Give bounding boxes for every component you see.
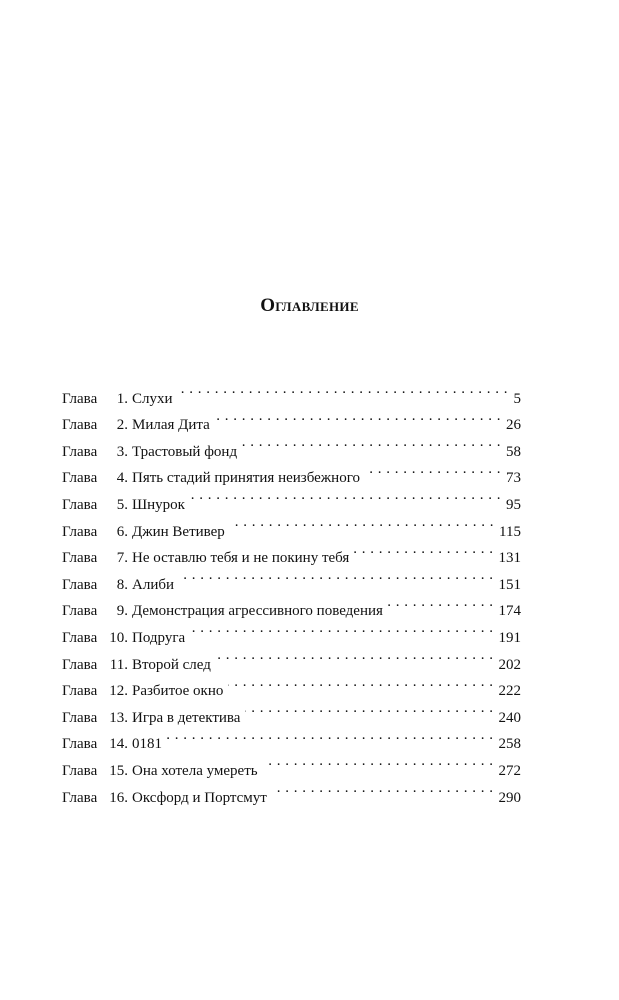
chapter-title: Демонстрация агрессивного поведения [132, 603, 383, 620]
dot-leader [178, 376, 508, 403]
chapter-number: 16. [109, 789, 128, 806]
dot-leader [272, 775, 494, 802]
page-number: 191 [498, 629, 521, 646]
chapter-title: Она хотела умереть [132, 762, 258, 779]
chapter-word: Глава [62, 656, 98, 673]
chapter-word: Глава [62, 789, 98, 806]
chapter-number: 7. [116, 550, 128, 567]
dot-leader [365, 456, 501, 483]
toc-entry [62, 376, 521, 407]
page-title: Оглавление [260, 295, 359, 316]
page-number: 131 [498, 550, 521, 567]
chapter-number: 8. [116, 576, 128, 593]
page-number: 26 [506, 417, 521, 434]
dot-leader [242, 429, 501, 456]
chapter-word: Глава [62, 470, 98, 487]
page-number: 151 [498, 576, 521, 593]
chapter-number: 9. [116, 603, 128, 620]
dot-leader [190, 615, 493, 642]
chapter-title: Пять стадий принятия неизбежного [132, 470, 360, 487]
page-number: 258 [498, 736, 521, 753]
chapter-number: 15. [109, 762, 128, 779]
chapter-word: Глава [62, 603, 98, 620]
chapter-number: 10. [109, 629, 128, 646]
page-number: 5 [513, 390, 521, 407]
dot-leader [167, 722, 494, 749]
dot-leader [245, 695, 493, 722]
chapter-number: 14. [109, 736, 128, 753]
page-number: 73 [506, 470, 521, 487]
dot-leader [216, 642, 494, 669]
chapter-word: Глава [62, 736, 98, 753]
chapter-title: Слухи [132, 390, 173, 407]
page-number: 240 [498, 709, 521, 726]
chapter-title: 0181 [132, 736, 162, 753]
chapter-word: Глава [62, 629, 98, 646]
chapter-title: Подруга [132, 629, 186, 646]
chapter-title: Алиби [132, 576, 175, 593]
chapter-title: Не оставлю тебя и не покину тебя [132, 550, 350, 567]
chapter-number: 4. [116, 470, 128, 487]
chapter-word: Глава [62, 443, 98, 460]
chapter-word: Глава [62, 417, 98, 434]
chapter-title: Милая Дита [132, 417, 210, 434]
chapter-number: 2. [116, 417, 128, 434]
chapter-number: 3. [116, 443, 128, 460]
dot-leader [388, 589, 494, 616]
dot-leader [190, 482, 501, 509]
chapter-title: Разбитое окно [132, 683, 224, 700]
chapter-title: Второй след [132, 656, 211, 673]
dot-leader [230, 509, 494, 536]
page-number: 95 [506, 496, 521, 513]
chapter-number: 5. [116, 496, 128, 513]
page-number: 202 [498, 656, 521, 673]
page-number: 115 [499, 523, 521, 540]
chapter-title: Оксфорд и Портсмут [132, 789, 267, 806]
chapter-word: Глава [62, 762, 98, 779]
chapter-number: 1. [116, 390, 128, 407]
chapter-title: Шнурок [132, 496, 185, 513]
chapter-word: Глава [62, 496, 98, 513]
page-number: 272 [498, 762, 521, 779]
chapter-word: Глава [62, 390, 98, 407]
chapter-number: 13. [109, 709, 128, 726]
chapter-number: 12. [109, 683, 128, 700]
chapter-word: Глава [62, 709, 98, 726]
dot-leader [263, 748, 494, 775]
dot-leader [179, 562, 493, 589]
dot-leader [354, 536, 493, 563]
chapter-word: Глава [62, 550, 98, 567]
chapter-number: 11. [109, 656, 128, 673]
chapter-title: Игра в детектива [132, 709, 241, 726]
page-number: 58 [506, 443, 521, 460]
chapter-word: Глава [62, 683, 98, 700]
chapter-title: Джин Ветивер [132, 523, 225, 540]
page-number: 290 [498, 789, 521, 806]
table-of-contents [62, 376, 521, 806]
page-number: 222 [498, 683, 521, 700]
chapter-title: Трастовый фонд [132, 443, 238, 460]
chapter-word: Глава [62, 576, 98, 593]
dot-leader [228, 669, 493, 696]
dot-leader [215, 403, 501, 430]
chapter-word: Глава [62, 523, 98, 540]
chapter-number: 6. [116, 523, 128, 540]
page-number: 174 [498, 603, 521, 620]
